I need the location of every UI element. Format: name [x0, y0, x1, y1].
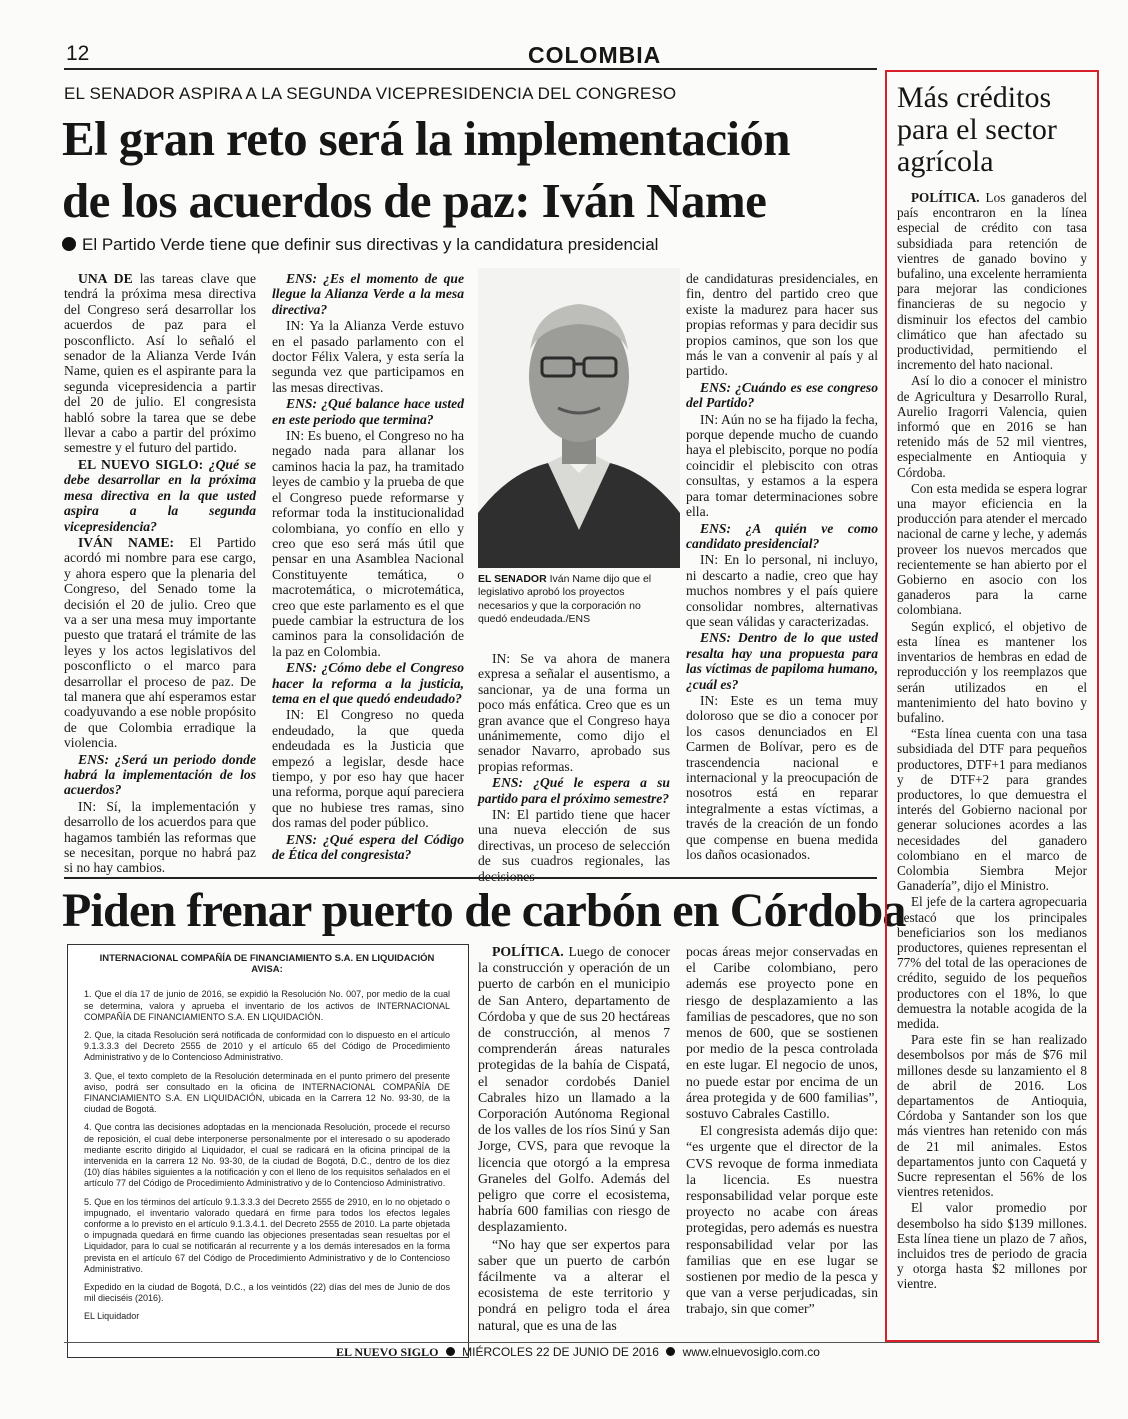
answer: IN: En lo personal, ni incluyo, ni descarto a nadie, creo que hay muchos nombres y el país quiere consolidar nombres, alternativas que sean válidas y caracterizadas. — [686, 552, 878, 629]
notice-item: 4. Que contra las decisiones adoptadas en la mencionada Resolución, procede el recurso de reposición, el cual debe interponerse personalmente por el interesado o su apoderado mediante escrito dirigido al Liquidador, el cual se radicará en la oficina principal de la intervenida en la carrera 12 No. 93-30, de la ciudad de Bogotá, D.C., dentro de los diez (10) días hábiles siguientes a la notificación y con el lleno de los requisitos señalados en el artículo 77 del Código de Procedimiento Administrativo y de lo Contencioso Administrativo. — [84, 1122, 450, 1189]
paragraph: “No hay que ser expertos para saber que un puerto de carbón fácilmente va a alterar el ecosistema de este territorio y pondrá en peligro toda el área natural, que es una de las — [478, 1236, 670, 1333]
notice-subtitle: AVISA: — [251, 964, 283, 976]
paragraph: “Esta línea cuenta con una tasa subsidiada del DTF para pequeños productores, DTF+1 para medianos y de DTF+2 para grandes productores, lo que demuestra el interés del Gobierno nacional por generar soluciones acordes a las necesidades del ganadero colombiano en el marco de Colombia Siembra Mejor Ganadería”, dijo el Ministro. — [897, 726, 1087, 894]
main-column-2 — [272, 271, 464, 863]
second-headline: Piden frenar puerto de carbón en Córdoba — [62, 884, 906, 937]
headline-line-2: de los acuerdos de paz: Iván Name — [62, 173, 767, 228]
paragraph: El jefe de la cartera agropecuaria destacó que los principales beneficiarios son los medianos productores, quienes representan el 77% del total de las operaciones de crédito, seguido de los pequeños productores con el 18%, lo que demuestra la notable acogida de la medida. — [897, 894, 1087, 1031]
sidebar-body — [897, 190, 1087, 1293]
answer: IN: El Congreso no queda endeudado, la que queda endeudada es la Justicia que empezó a legislar, desde hace tiempo, y por eso hay que hacer una reforma, porque aquí pareciera que no hubiese tres ramas, sino dos ramas del poder público. — [272, 707, 464, 831]
footer-date: MIÉRCOLES 22 DE JUNIO DE 2016 — [462, 1345, 659, 1359]
question: ENS: ¿Qué le espera a su partido para el próximo semestre? — [478, 775, 670, 806]
footer-website: www.elnuevosiglo.com.co — [682, 1345, 820, 1359]
answer: IN: Sí, la implementación y desarrollo de los acuerdos para que hagamos también las reformas que se necesitan, porque no habrá paz si no hay cambios. — [64, 798, 256, 876]
question: ENS: ¿Cuándo es ese congreso del Partido? — [686, 379, 878, 411]
paragraph: Según explicó, el objetivo de esta línea es mantener los inventarios de hembras en edad de reproducción y los reemplazos que serán utilizados en el mantenimiento del hato bovino y bufalino. — [897, 618, 1087, 725]
footer-rule — [64, 1342, 1100, 1343]
paragraph: las tareas clave que tendrá la próxima mesa directiva del Congreso será desarrollar los acuerdos de paz para el posconflicto. Así lo señaló el senador de la Alianza Verde Iván Name, quien es el aspirante para la segunda vicepresidencia a partir del 20 de julio. El congresista habló sobre la tarea que se debe llevar a cabo a partir del próximo semestre y el futuro del partido. — [64, 271, 256, 456]
headline-line-1: El gran reto será la implementación — [62, 111, 790, 166]
footer — [336, 1345, 820, 1360]
lead-word: POLÍTICA. — [911, 190, 980, 205]
caption-text: Iván Name dijo que el legislativo aprobó los proyectos necesarios y que la corporación no quedó endeudada./ENS — [478, 573, 652, 626]
section-title: COLOMBIA — [528, 42, 662, 68]
answer: IN: Se va ahora de manera expresa a señalar el ausentismo, a sancionar, ya de una forma un poco más enfática. Creo que es un gran avance que el Congreso haya unánimemente, como dijo el senador Navarro, aprobado sus propias reformas. — [478, 651, 670, 774]
question: ENS: ¿Qué espera del Código de Ética del congresista? — [272, 831, 464, 863]
senator-portrait-image — [478, 268, 680, 568]
sidebar-headline: Más créditos para el sector agrícola — [897, 81, 1057, 178]
page-number: 12 — [66, 42, 90, 65]
notice-item: 1. Que el día 17 de junio de 2016, se expidió la Resolución No. 007, por medio de la cual se determina, valora y aprueba el inventario de los activos de INTERNACIONAL COMPAÑÍA DE FINANCIAMIENTO S.A. EN LIQUIDACIÓN. — [84, 989, 450, 1022]
caption-label: EL SENADOR — [478, 573, 547, 585]
question: ¿Qué se debe desarrollar en la próxima mesa directiva en la que usted aspira a la segunda vicepresidencia? — [64, 456, 256, 534]
answer: IN: Este es un tema muy doloroso que se dio a conocer por los casos denunciados en El Carmen de Bolívar, pero es de trascendencia nacional e internacional y la preocupación de nosotros está en reparar integralmente a estas víctimas, a través de la creación de un fondo que compense en buena medida los daños ocasionados. — [686, 692, 878, 863]
question: ENS: ¿A quién ve como candidato presidencial? — [686, 520, 878, 551]
answer: IN: Ya la Alianza Verde estuvo en el pasado parlamento con el doctor Félix Valera, y esta sería la segunda vez que participamos en las mesas directivas. — [272, 318, 464, 395]
footer-brand: EL NUEVO SIGLO — [336, 1345, 439, 1359]
answer: El Partido acordó mi nombre para ese cargo, y ahora espero que la plenaria del Congreso, del Senado tome la decisión el 20 de julio. Creo que va a ser una mesa muy importante puesto que tratará el trámite de las leyes y los actos legislativos del posconflicto o el marco para desarrollar el proceso de paz. De tal manera que ahí esperamos estar coadyuvando a ese noble propósito de que Colombia erradique la violencia. — [64, 534, 256, 751]
header-rule — [64, 68, 877, 70]
paragraph: Con esta medida se espera lograr una mayor eficiencia en la producción para atender el mercado nacional de carne y leche, y además proveer los nuevos mercados que recientemente se han abierto por el Gobierno en asocio con los ganaderos para la carne colombiana. — [897, 480, 1087, 618]
paragraph: de candidaturas presidenciales, en fin, dentro del partido creo que existe la madurez para hacer sus propias reformas y para decidir sus propios caminos, que son los que más le van a convenir al país y al partido. — [686, 271, 878, 379]
dot-icon — [446, 1347, 455, 1356]
notice-item: 5. Que en los términos del artículo 9.1.3.3.3 del Decreto 2555 de 2910, en lo no objetado o impugnado, el inventario valorado quedará en firme para todos los efectos legales conforme a lo previsto en el artículo 9.1.3.4.1. del Decreto 2555 de 2010. La parte objetada o impugnada quedará en firme cuando las objeciones presentadas sean resueltas por el Liquidador, para lo cual se notificarán al recurrente y a los demás interesados en la forma prevista en el artículo 67 del Código de Procedimiento Administrativo y de lo Contencioso Administrativo. — [84, 1196, 450, 1274]
photo-caption — [478, 573, 664, 627]
paragraph: El congresista además dijo que: “es urgente que el director de la CVS revoque de forma inmediata la licencia. Es nuestra responsabilidad velar porque este proyecto no acabe con áreas protegidas, pero además es nuestra responsabilidad velar por las familias que en ese lugar se sostienen por medio de la pesca y que van a verse perjudicadas, sin trabajo, sin que comer” — [686, 1123, 878, 1317]
question: ENS: ¿Cómo debe el Congreso hacer la reforma a la justicia, tema en el que quedó endeudado? — [272, 660, 464, 706]
question: ENS: Dentro de lo que usted resalta hay una propuesta para las víctimas de papiloma humano, ¿cuál es? — [686, 630, 878, 692]
second-column-2 — [686, 944, 878, 1319]
paragraph: Luego de conocer la construcción y operación de un puerto de carbón en el municipio de San Antero, departamento de Córdoba y que de sus 20 hectáreas de construcción, al menos 7 comprenderán áreas naturales protegidas de la bahía de Cispatá, el senador cordobés Daniel Cabrales hizo un llamado a la Corporación Autónoma Regional de los valles de los ríos Sinú y San Jorge, CVS, para que revoque la licencia que otorgó a la empresa Graneles del Golfo. Además del peligro que corre el ecosistema, habría 600 familias con riesgo de desplazamiento. — [478, 944, 670, 1235]
dot-icon — [666, 1347, 675, 1356]
paragraph: pocas áreas mejor conservadas en el Caribe colombiano, pero además ese proyecto pone en riesgo de desplazamiento a las familias de pescadores, que no son menos de 600, que se sostienen por medio de la pesca controlada en este lugar. El negocio de unos, no puede estar por encima de un área protegida y de 600 familias”, sostuvo Cabrales Castillo. — [686, 944, 878, 1122]
notice-closing: Expedido en la ciudad de Bogotá, D.C., a los veintidós (22) días del mes de Junio de dos mil dieciséis (2016). — [84, 1282, 450, 1304]
paragraph: Así lo dio a conocer el ministro de Agricultura y Desarrollo Rural, Aurelio Iragorri Valencia, quien informó que en 2016 se han retenido más de 52 mil vientres, especialmente en Antioquia y Córdoba. — [897, 373, 1087, 480]
question: ENS: ¿Será un periodo donde habrá la implementación de los acuerdos? — [64, 751, 256, 798]
paragraph: Para este fin se han realizado desembolsos por más de $76 mil millones desde su lanzamiento el 8 de abril de 2016. Los departamentos de Antioquia, Córdoba y Santander son los que más vientres han retenido con más de 21 mil animales. Estos departamentos junto con Caquetá y Sucre representan el 56% de los vientres retenidos. — [897, 1032, 1087, 1200]
notice-item: 3. Que, el texto completo de la Resolución determinada en el punto primero del presente aviso, podrá ser consultado en la oficina de INTERNACIONAL COMPAÑÍA DE FINANCIAMIENTO S.A. EN LIQUIDACIÓN, ubicada en la Carrera 12 No. 93-30, de la ciudad de Bogotá. — [84, 1070, 450, 1115]
bullet-icon — [62, 237, 76, 251]
main-column-1 — [64, 271, 256, 877]
answer: IN: Aún no se ha fijado la fecha, porque depende mucho de cuando haya el plebiscito, porque no podía coincidir el plebiscito con otras consultas, y estamos a la espera para tomar determinaciones sobre ella. — [686, 411, 878, 520]
notice-title: INTERNACIONAL COMPAÑÍA DE FINANCIAMIENTO S.A. EN LIQUIDACIÓN — [99, 953, 435, 964]
subhead — [62, 235, 658, 255]
paragraph: Los ganaderos del país encontraron en la línea especial de crédito con tasa subsidiada para retención de vientres de ganado bovino y bufalino, una excelente herramienta para mejorar las condiciones financieras de su negocio y disminuir los efectos del cambio climático que han afectado su productividad, permitiendo el incremento del hato nacional. — [897, 190, 1087, 373]
notice-item: 2. Que, la citada Resolución será notificada de conformidad con lo dispuesto en el artículo 9.1.3.3.3 del Decreto 2555 de 2010 y el artículo 65 del Código de Procedimiento Administrativo y de lo Contencioso Administrativo. — [84, 1030, 450, 1063]
question: ENS: ¿Es el momento de que llegue la Alianza Verde a la mesa directiva? — [272, 271, 464, 317]
paragraph: El valor promedio por desembolso ha sido $139 millones. Esta línea tiene un plazo de 7 años, incluidos tres de periodo de gracia y otorga hasta $2 millones por vientre. — [897, 1200, 1087, 1292]
answer: IN: El partido tiene que hacer una nueva elección de sus directivas, un proceso de selección de sus cuadros regionales, las — [478, 807, 670, 869]
kicker: EL SENADOR ASPIRA A LA SEGUNDA VICEPRESIDENCIA DEL CONGRESO — [64, 84, 677, 103]
main-column-4 — [686, 271, 878, 863]
legal-notice — [67, 944, 469, 1358]
article-divider — [64, 877, 877, 879]
senator-photo — [478, 268, 680, 568]
answer-label: IVÁN NAME: — [78, 534, 175, 550]
headline — [62, 108, 790, 232]
lead-word: UNA DE — [78, 271, 133, 286]
subhead-text: El Partido Verde tiene que definir sus directivas y la candidatura presidencial — [82, 235, 659, 254]
question: ENS: ¿Qué balance hace usted en este periodo que termina? — [272, 396, 464, 427]
notice-signature: EL Liquidador — [84, 1311, 140, 1322]
lead-word: POLÍTICA. — [492, 944, 564, 959]
second-column-1 — [478, 944, 670, 1335]
sidebar-box — [885, 70, 1099, 1342]
main-column-3 — [478, 651, 670, 885]
answer: IN: Es bueno, el Congreso no ha negado nada para allanar los caminos hacia la paz, ha tramitado leyes de cambio y la prueba de que el Congreso puede reformarse y reformar toda la institucionalidad colombiana, yo confío en ello y creo que eso será más útil que pensar en una Asamblea Nacional Constituyente temática, o macrotemática, o microtemática, creo que este parlamento es el que puede cambiar la estructura de los caminos para la consolidación de la paz en Colombia. — [272, 428, 464, 659]
question-label: EL NUEVO SIGLO: — [78, 456, 204, 472]
